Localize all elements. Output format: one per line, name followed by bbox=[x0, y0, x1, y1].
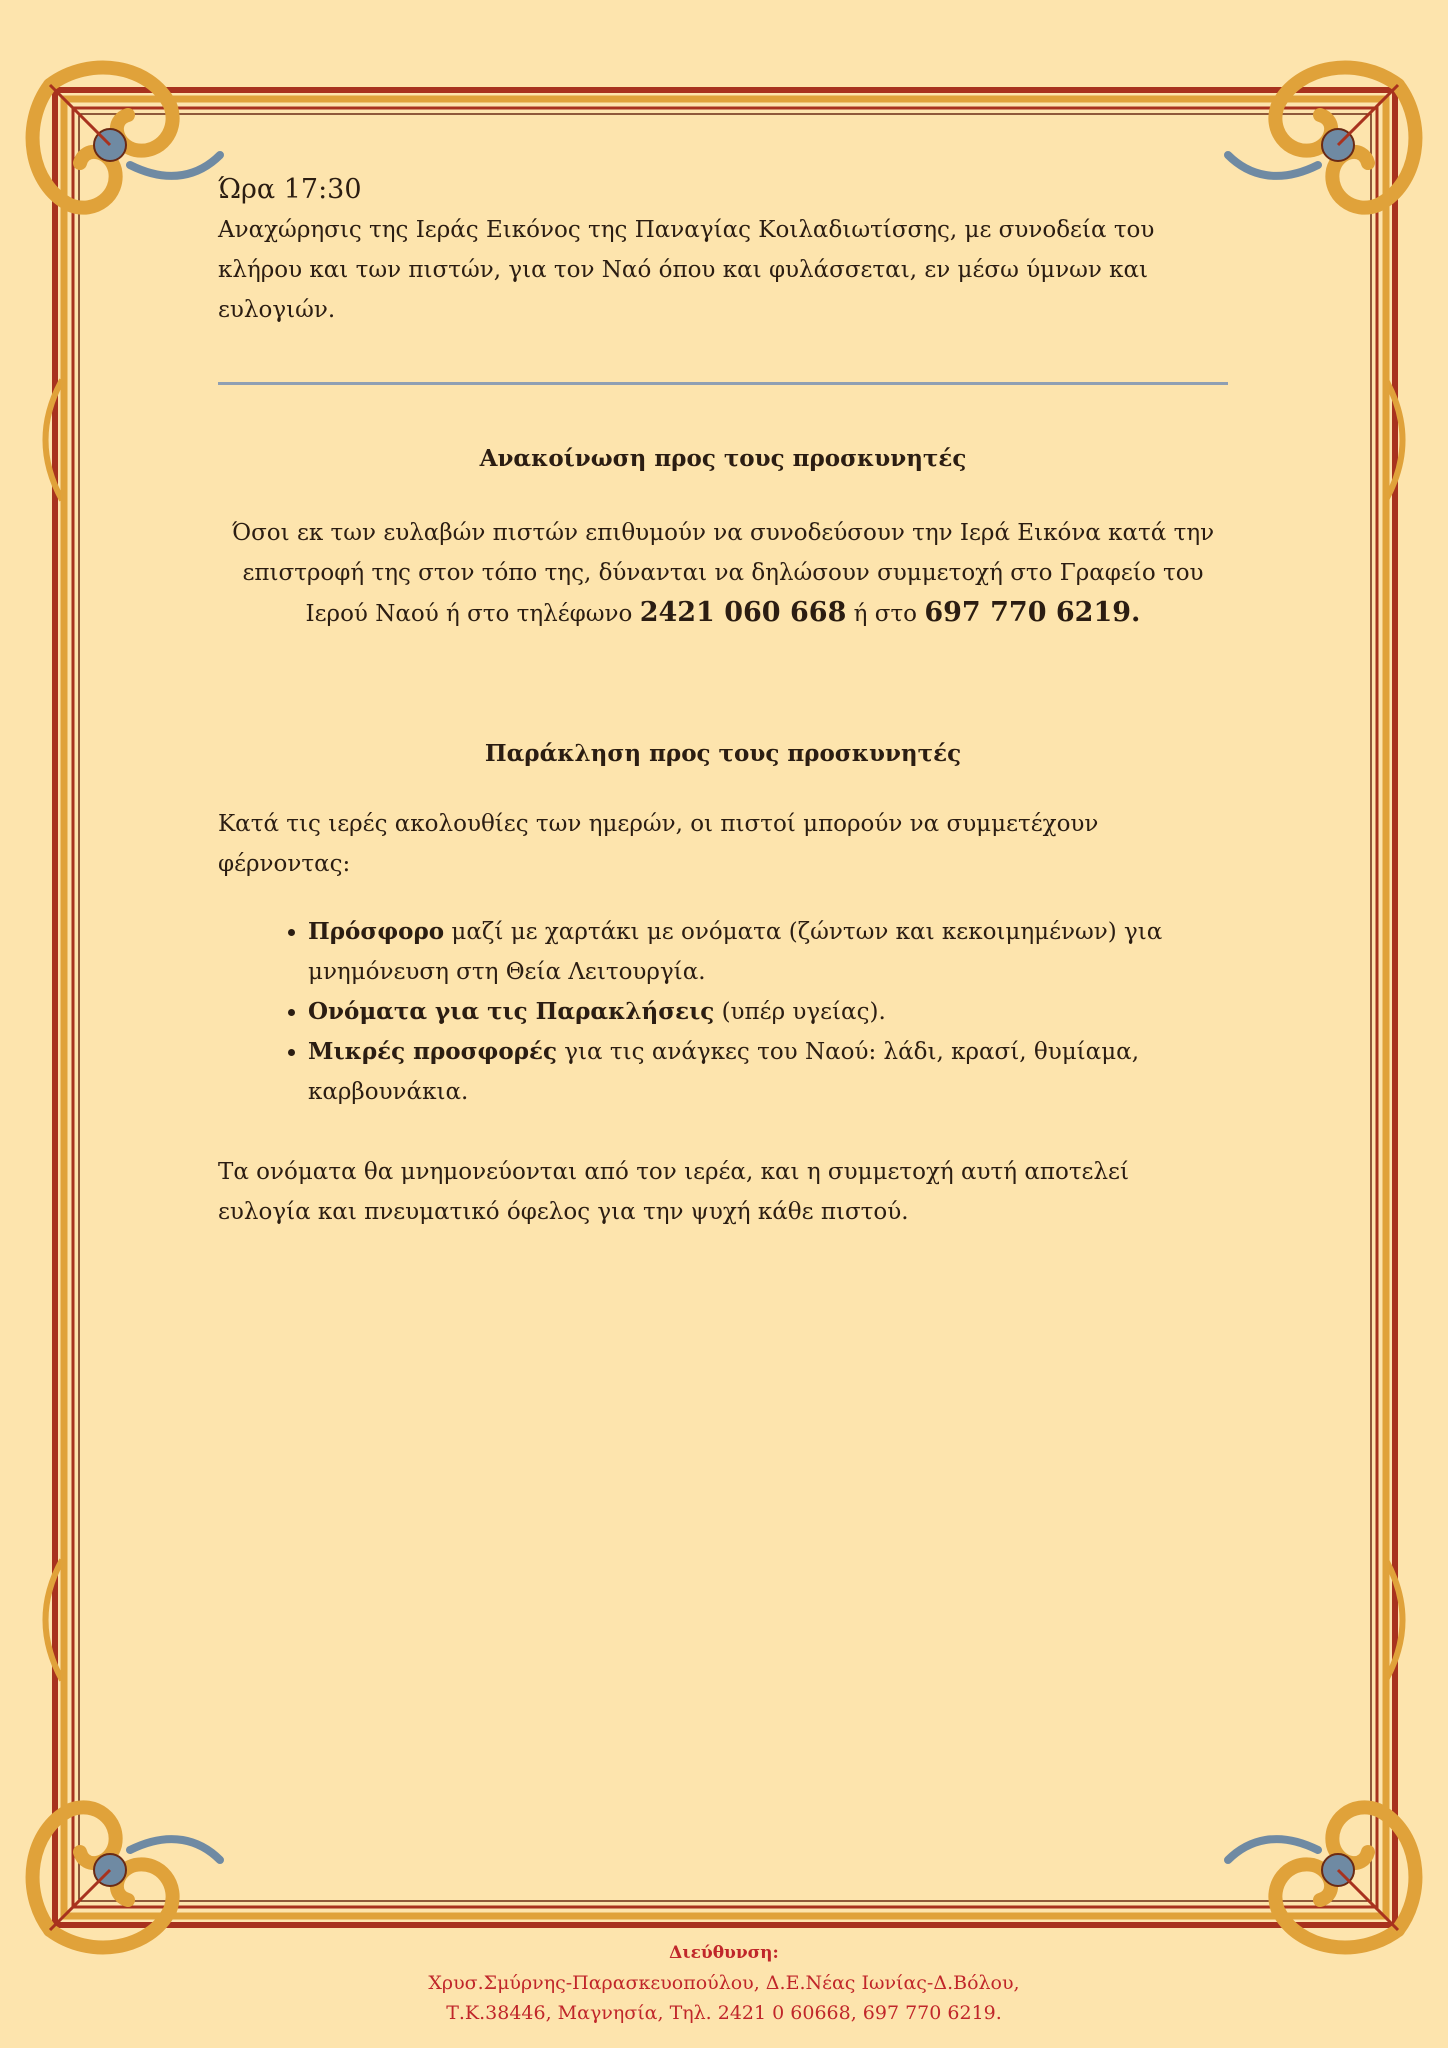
plea-intro: Κατά τις ιερές ακολουθίες των ημερών, οι πιστοί μπορούν να συμμετέχουν φέρνοντας: bbox=[218, 811, 1099, 877]
departure-time-heading: Ώρα 17:30 bbox=[218, 174, 362, 205]
announcement-title: Ανακοίνωση προς τους προσκυνητές bbox=[479, 445, 967, 472]
list-item-bold: Μικρές προσφορές bbox=[308, 1038, 557, 1065]
phone-office: 2421 060 668 bbox=[639, 597, 847, 628]
list-item bbox=[308, 912, 1228, 992]
offerings-list bbox=[218, 912, 1228, 1112]
list-item-text: (υπέρ υγείας). bbox=[714, 999, 886, 1025]
list-item bbox=[308, 992, 1228, 1032]
list-item-text: μαζί με χαρτάκι με ονόματα (ζώντων και κεκοιμημένων) για μνημόνευση στη Θεία Λειτουργία. bbox=[308, 919, 1163, 985]
list-item-bold: Πρόσφορο bbox=[308, 918, 445, 945]
list-item-bold: Ονόματα για τις Παρακλήσεις bbox=[308, 998, 715, 1025]
announcement-text-middle: ή στο bbox=[853, 601, 918, 627]
phone-mobile: 697 770 6219. bbox=[924, 597, 1141, 628]
footer-address bbox=[0, 1938, 1448, 2028]
footer-line-1: Χρυσ.Σμύρνης-Παρασκευοπούλου, Δ.Ε.Νέας Ιωνίας-Δ.Βόλου, bbox=[428, 1972, 1020, 1994]
list-item bbox=[308, 1032, 1228, 1112]
footer-label: Διεύθυνση: bbox=[669, 1943, 779, 1963]
section-divider bbox=[218, 382, 1228, 385]
announcement-text-before: Όσοι εκ των ευλαβών πιστών επιθυμούν να συνοδεύσουν την Ιερά Εικόνα κατά την επιστροφή της στον τόπο της, δύνανται να δηλώσουν συμμετοχή στο Γραφείο του Ιερού Ναού ή στο τηλέφωνο bbox=[231, 520, 1215, 627]
spacer bbox=[218, 634, 1228, 734]
plea-title: Παράκληση προς τους προσκυνητές bbox=[484, 740, 962, 767]
closing-text: Τα ονόματα θα μνημονεύονται από τον ιερέα, και η συμμετοχή αυτή αποτελεί ευλογία και πνευματικό όφελος για την ψυχή κάθε πιστού. bbox=[218, 1159, 1129, 1225]
document-body bbox=[218, 170, 1228, 1232]
list-item-text: για τις ανάγκες του Ναού: λάδι, κρασί, θυμίαμα, καρβουνάκια. bbox=[308, 1039, 1140, 1105]
departure-text: Αναχώρησις της Ιεράς Εικόνος της Παναγίας Κοιλαδιωτίσσης, με συνοδεία του κλήρου και των πιστών, για τον Ναό όπου και φυλάσσεται, εν μέσω ύμνων και ευλογιών. bbox=[218, 217, 1155, 323]
footer-line-2: Τ.Κ.38446, Μαγνησία, Τηλ. 2421 0 60668, 697 770 6219. bbox=[446, 2002, 1002, 2024]
announcement-text bbox=[218, 513, 1228, 634]
